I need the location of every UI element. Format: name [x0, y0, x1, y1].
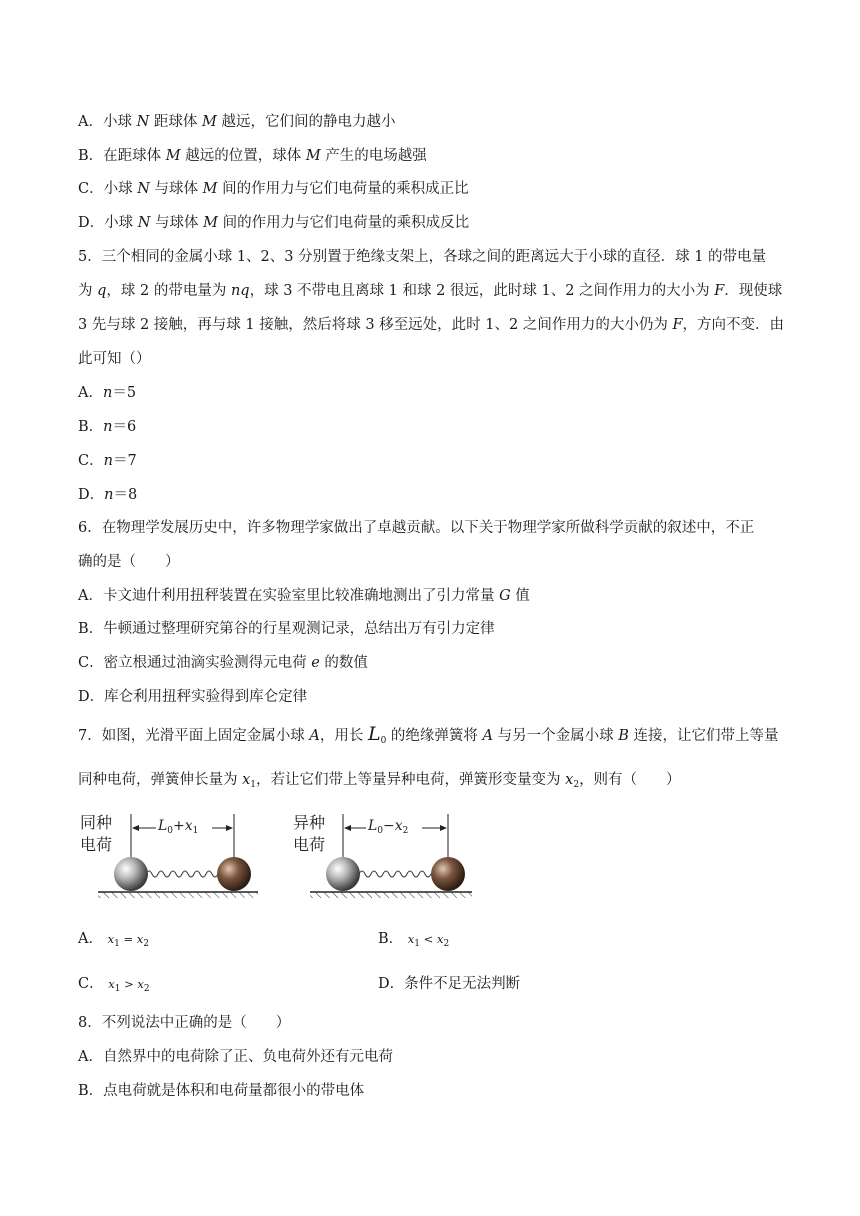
right-length-label: $L_0-x_2$: [368, 818, 409, 836]
left-ball-b: [217, 857, 251, 891]
q8-stem: 8．不列说法中正确的是（ ）: [78, 1015, 291, 1031]
right-ground-hatch: [310, 892, 472, 898]
q6-option-a: A．卡文迪什利用扭秤装置在实验室里比较准确地测出了引力常量 G 值: [78, 588, 530, 604]
q6-stem-line-1: 6．在物理学发展历史中，许多物理学家做出了卓越贡献。以下关于物理学家所做科学贡献的叙述中，不正: [78, 520, 755, 536]
q7-option-c: C． $x_1 > x_2$: [78, 976, 150, 994]
left-ground-hatch: [98, 892, 258, 898]
q6-stem-line-2: 确的是（ ）: [78, 554, 180, 570]
left-arrowhead-right: [226, 825, 233, 831]
q5-stem-line-1: 5．三个相同的金属小球 1、2、3 分别置于绝缘支架上，各球之间的距离远大于小球的直径．球 1 的带电量: [78, 249, 767, 265]
left-arrowhead-left: [132, 825, 139, 831]
q8-option-a: A．自然界中的电荷除了正、负电荷外还有元电荷: [78, 1049, 393, 1065]
q5-option-c: C．n＝7: [78, 453, 137, 469]
q7-figure: [76, 806, 476, 906]
q4-option-d: D．小球 N 与球体 M 间的作用力与它们电荷量的乘积成反比: [78, 215, 470, 231]
right-label-1: 异种: [293, 813, 326, 832]
q5-stem-line-3: 3 先与球 2 接触，再与球 1 接触，然后将球 3 移至远处，此时 1、2 之间作用力的大小仍为 F，方向不变．由: [78, 317, 785, 333]
q4-option-c: C．小球 N 与球体 M 间的作用力与它们电荷量的乘积成正比: [78, 181, 469, 197]
q7-stem-line-2: 同种电荷，弹簧伸长量为 $x_1$，若让它们带上等量异种电荷，弹簧形变量变为 $x_2$，则有（ ）: [78, 772, 681, 790]
left-spring: [146, 871, 224, 877]
q8-option-b: B．点电荷就是体积和电荷量都很小的带电体: [78, 1083, 365, 1099]
q5-option-d: D．n＝8: [78, 487, 138, 503]
q7-option-d: D．条件不足无法判断: [378, 976, 521, 992]
q6-option-c: C．密立根通过油滴实验测得元电荷 e 的数值: [78, 655, 368, 671]
q5-option-b: B．n＝6: [78, 419, 137, 435]
q5-stem-line-2: 为 q，球 2 的带电量为 nq，球 3 不带电且离球 1 和球 2 很远，此时球 1、2 之间作用力的大小为 F．现使球: [78, 283, 783, 299]
q7-option-b: B． $x_1 < x_2$: [378, 931, 450, 949]
q7-option-a: A． $x_1 = x_2$: [78, 931, 150, 949]
right-label-2: 电荷: [293, 835, 326, 854]
q4-option-b: B．在距球体 M 越远的位置，球体 M 产生的电场越强: [78, 148, 427, 164]
q5-option-a: A．n＝5: [78, 385, 137, 401]
right-spring: [359, 871, 437, 877]
left-label-1: 同种: [80, 813, 113, 832]
left-label-2: 电荷: [80, 835, 113, 854]
right-arrowhead-left: [344, 825, 351, 831]
right-ball-a: [326, 857, 360, 891]
right-ball-b: [431, 857, 465, 891]
right-arrowhead-right: [440, 825, 447, 831]
left-ball-a: [114, 857, 148, 891]
q4-option-a: A．小球 N 距球体 M 越远，它们间的静电力越小: [78, 114, 396, 130]
left-length-label: $L_0+x_1$: [158, 818, 199, 836]
q7-stem-line-1: 7．如图，光滑平面上固定金属小球 A，用长 $L_0$ 的绝缘弹簧将 A 与另一个金属小球 B 连接，让它们带上等量: [78, 723, 779, 746]
q6-option-d: D．库仑利用扭秤实验得到库仑定律: [78, 689, 308, 705]
q6-option-b: B．牛顿通过整理研究第谷的行星观测记录，总结出万有引力定律: [78, 621, 495, 637]
q5-stem-line-4: 此可知（）: [78, 351, 151, 367]
